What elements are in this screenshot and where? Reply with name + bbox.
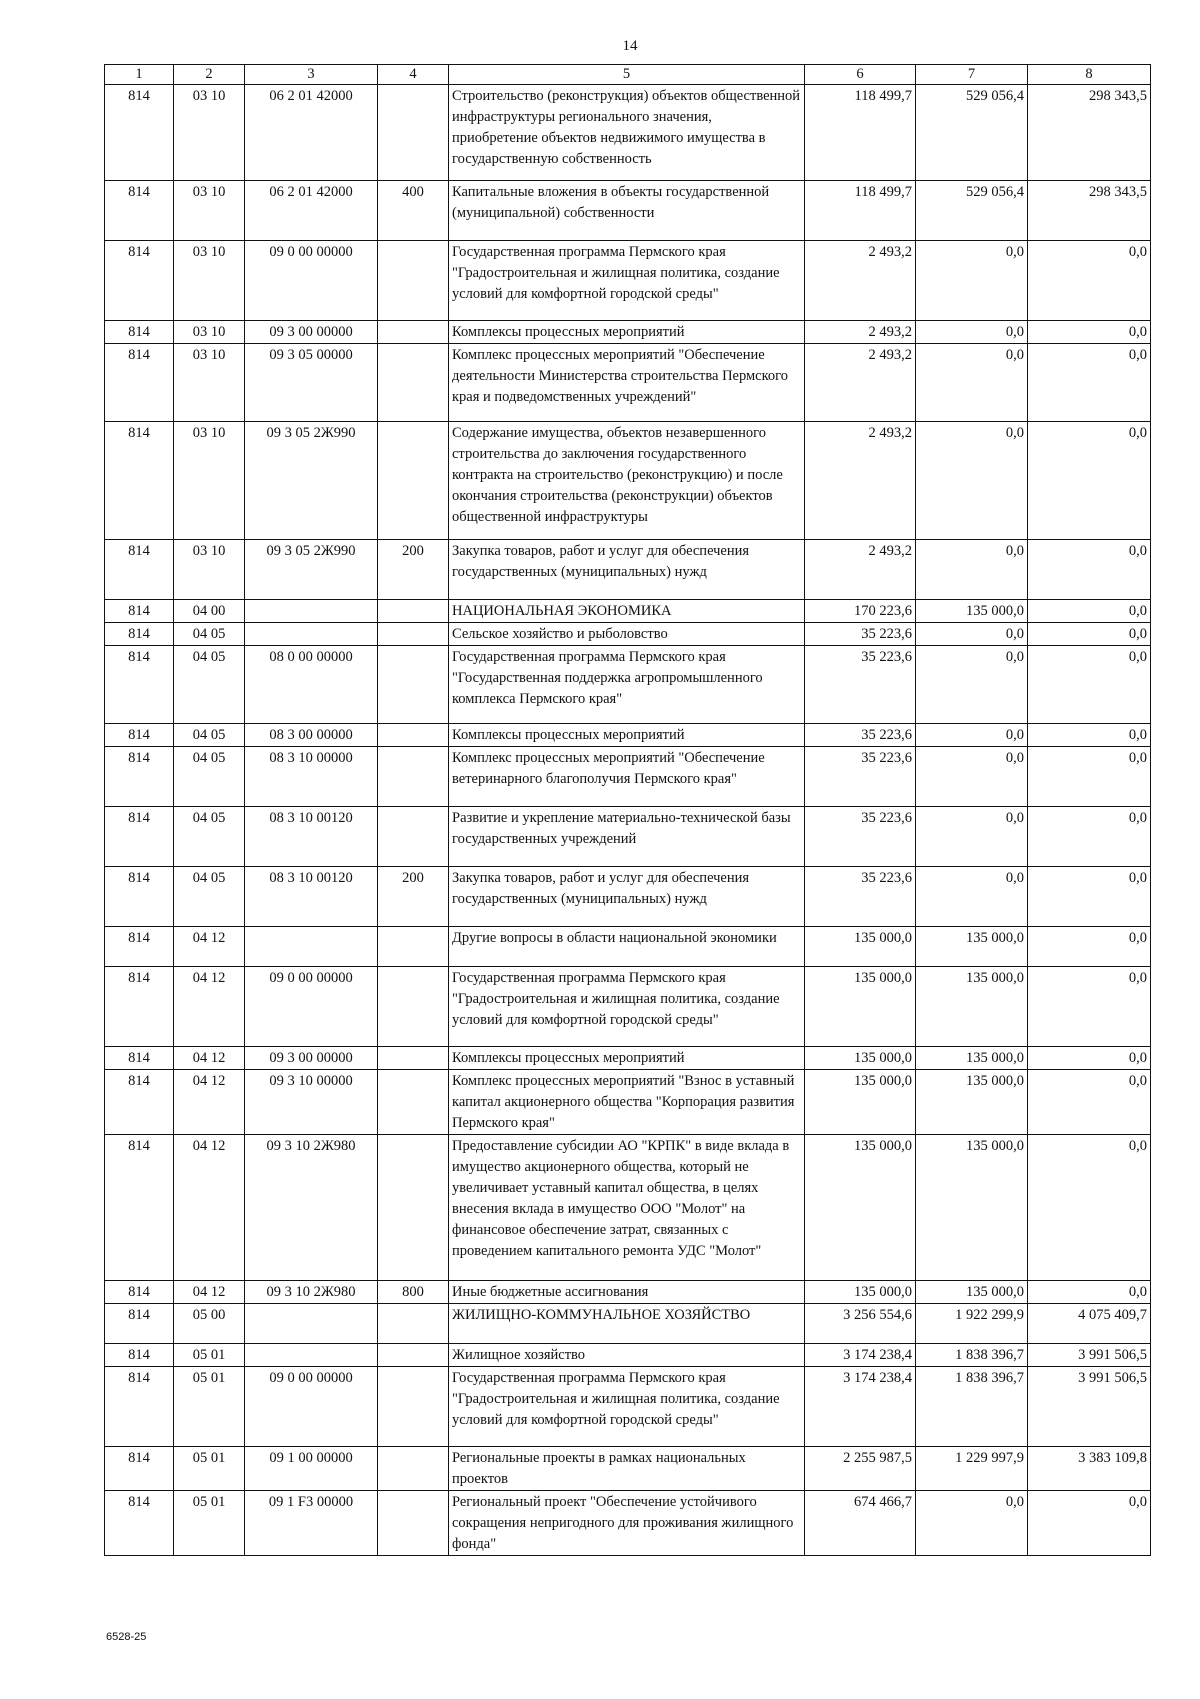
cell-name: Сельское хозяйство и рыболовство — [449, 623, 805, 646]
cell-amount-8: 0,0 — [1028, 241, 1151, 321]
table-row — [105, 867, 1151, 927]
table-row — [105, 344, 1151, 422]
cell-expense-type — [378, 85, 449, 181]
cell-target-article: 09 3 10 00000 — [245, 1070, 378, 1135]
cell-amount-7: 0,0 — [916, 867, 1028, 927]
cell-kvsr: 814 — [105, 724, 174, 747]
cell-target-article: 09 1 F3 00000 — [245, 1491, 378, 1556]
cell-target-article — [245, 927, 378, 967]
cell-amount-6: 3 174 238,4 — [805, 1344, 916, 1367]
cell-amount-7: 0,0 — [916, 747, 1028, 807]
cell-expense-type: 400 — [378, 181, 449, 241]
cell-name: Государственная программа Пермского края "Градостроительная и жилищная политика, создание условий для комфортной городской среды" — [449, 967, 805, 1047]
table-row — [105, 724, 1151, 747]
table-row — [105, 600, 1151, 623]
cell-amount-6: 35 223,6 — [805, 867, 916, 927]
cell-target-article: 09 0 00 00000 — [245, 967, 378, 1047]
column-header: 4 — [378, 65, 449, 85]
cell-kvsr: 814 — [105, 747, 174, 807]
cell-target-article: 09 3 00 00000 — [245, 1047, 378, 1070]
table-row — [105, 1281, 1151, 1304]
table-row — [105, 1367, 1151, 1447]
cell-section: 04 05 — [174, 747, 245, 807]
cell-expense-type — [378, 807, 449, 867]
table-row — [105, 1344, 1151, 1367]
cell-name: Государственная программа Пермского края "Градостроительная и жилищная политика, создание условий для комфортной городской среды" — [449, 241, 805, 321]
cell-amount-6: 118 499,7 — [805, 181, 916, 241]
cell-amount-6: 674 466,7 — [805, 1491, 916, 1556]
cell-expense-type: 200 — [378, 540, 449, 600]
cell-amount-8: 298 343,5 — [1028, 181, 1151, 241]
cell-expense-type — [378, 600, 449, 623]
cell-target-article — [245, 1304, 378, 1344]
column-header: 6 — [805, 65, 916, 85]
cell-kvsr: 814 — [105, 321, 174, 344]
cell-amount-6: 2 493,2 — [805, 241, 916, 321]
table-row — [105, 241, 1151, 321]
cell-amount-6: 2 255 987,5 — [805, 1447, 916, 1491]
cell-amount-6: 35 223,6 — [805, 623, 916, 646]
table-row — [105, 623, 1151, 646]
table-row — [105, 321, 1151, 344]
cell-name: Жилищное хозяйство — [449, 1344, 805, 1367]
cell-target-article — [245, 600, 378, 623]
table-row — [105, 181, 1151, 241]
cell-section: 04 12 — [174, 1047, 245, 1070]
cell-section: 05 01 — [174, 1447, 245, 1491]
cell-amount-7: 0,0 — [916, 724, 1028, 747]
cell-expense-type — [378, 1070, 449, 1135]
cell-amount-8: 0,0 — [1028, 967, 1151, 1047]
cell-expense-type: 200 — [378, 867, 449, 927]
cell-expense-type — [378, 724, 449, 747]
column-header: 1 — [105, 65, 174, 85]
header-row — [105, 65, 1151, 85]
cell-target-article: 09 3 05 00000 — [245, 344, 378, 422]
cell-kvsr: 814 — [105, 1135, 174, 1281]
cell-kvsr: 814 — [105, 1070, 174, 1135]
cell-name: Предоставление субсидии АО "КРПК" в виде вклада в имущество акционерного общества, который не увеличивает уставный капитал общества, в целях внесения вклада в имущество ООО "Молот" на финансовое обеспечение затрат, связанных с проведением капитального ремонта УДС "Молот" — [449, 1135, 805, 1281]
table-row — [105, 646, 1151, 724]
column-header: 3 — [245, 65, 378, 85]
cell-amount-7: 135 000,0 — [916, 600, 1028, 623]
cell-amount-8: 0,0 — [1028, 807, 1151, 867]
cell-section: 03 10 — [174, 241, 245, 321]
cell-name: Капитальные вложения в объекты государственной (муниципальной) собственности — [449, 181, 805, 241]
cell-expense-type — [378, 321, 449, 344]
cell-amount-8: 3 991 506,5 — [1028, 1367, 1151, 1447]
cell-target-article: 08 0 00 00000 — [245, 646, 378, 724]
cell-expense-type — [378, 1135, 449, 1281]
cell-section: 05 01 — [174, 1367, 245, 1447]
cell-amount-7: 135 000,0 — [916, 927, 1028, 967]
table-row — [105, 85, 1151, 181]
cell-amount-7: 0,0 — [916, 241, 1028, 321]
cell-amount-6: 35 223,6 — [805, 747, 916, 807]
cell-target-article: 09 1 00 00000 — [245, 1447, 378, 1491]
cell-kvsr: 814 — [105, 181, 174, 241]
cell-amount-7: 0,0 — [916, 540, 1028, 600]
cell-target-article: 08 3 10 00000 — [245, 747, 378, 807]
cell-amount-6: 135 000,0 — [805, 1281, 916, 1304]
cell-section: 05 00 — [174, 1304, 245, 1344]
cell-amount-8: 0,0 — [1028, 344, 1151, 422]
cell-amount-8: 0,0 — [1028, 646, 1151, 724]
cell-section: 04 12 — [174, 967, 245, 1047]
cell-name: Другие вопросы в области национальной экономики — [449, 927, 805, 967]
cell-target-article: 09 0 00 00000 — [245, 1367, 378, 1447]
cell-amount-6: 135 000,0 — [805, 967, 916, 1047]
table-row — [105, 1135, 1151, 1281]
cell-name: Региональные проекты в рамках национальных проектов — [449, 1447, 805, 1491]
cell-expense-type — [378, 623, 449, 646]
cell-kvsr: 814 — [105, 1304, 174, 1344]
cell-expense-type: 800 — [378, 1281, 449, 1304]
cell-kvsr: 814 — [105, 1447, 174, 1491]
cell-section: 04 12 — [174, 927, 245, 967]
table-row — [105, 1047, 1151, 1070]
table-row — [105, 967, 1151, 1047]
cell-section: 04 05 — [174, 807, 245, 867]
cell-target-article: 09 3 10 2Ж980 — [245, 1135, 378, 1281]
cell-kvsr: 814 — [105, 1047, 174, 1070]
column-header: 2 — [174, 65, 245, 85]
cell-target-article: 09 0 00 00000 — [245, 241, 378, 321]
cell-amount-7: 0,0 — [916, 422, 1028, 540]
cell-amount-6: 35 223,6 — [805, 646, 916, 724]
cell-amount-8: 0,0 — [1028, 1281, 1151, 1304]
cell-section: 04 00 — [174, 600, 245, 623]
cell-section: 04 05 — [174, 724, 245, 747]
cell-kvsr: 814 — [105, 646, 174, 724]
cell-amount-6: 170 223,6 — [805, 600, 916, 623]
cell-amount-8: 0,0 — [1028, 1047, 1151, 1070]
cell-name: Комплексы процессных мероприятий — [449, 724, 805, 747]
cell-name: Закупка товаров, работ и услуг для обеспечения государственных (муниципальных) нужд — [449, 540, 805, 600]
cell-kvsr: 814 — [105, 85, 174, 181]
column-header: 5 — [449, 65, 805, 85]
cell-amount-6: 35 223,6 — [805, 724, 916, 747]
cell-amount-8: 0,0 — [1028, 1491, 1151, 1556]
cell-expense-type — [378, 422, 449, 540]
cell-kvsr: 814 — [105, 540, 174, 600]
cell-amount-8: 0,0 — [1028, 600, 1151, 623]
cell-section: 04 05 — [174, 867, 245, 927]
cell-amount-7: 0,0 — [916, 344, 1028, 422]
cell-amount-8: 0,0 — [1028, 623, 1151, 646]
cell-amount-6: 135 000,0 — [805, 1070, 916, 1135]
cell-name: Комплекс процессных мероприятий "Взнос в уставный капитал акционерного общества "Корпорация развития Пермского края" — [449, 1070, 805, 1135]
cell-amount-6: 135 000,0 — [805, 1047, 916, 1070]
table-row — [105, 1491, 1151, 1556]
cell-amount-6: 135 000,0 — [805, 1135, 916, 1281]
cell-kvsr: 814 — [105, 241, 174, 321]
cell-amount-8: 298 343,5 — [1028, 85, 1151, 181]
cell-amount-8: 0,0 — [1028, 422, 1151, 540]
cell-expense-type — [378, 967, 449, 1047]
cell-section: 03 10 — [174, 85, 245, 181]
cell-amount-7: 1 838 396,7 — [916, 1344, 1028, 1367]
cell-target-article: 09 3 05 2Ж990 — [245, 422, 378, 540]
cell-target-article — [245, 1344, 378, 1367]
cell-section: 04 12 — [174, 1281, 245, 1304]
cell-section: 04 05 — [174, 646, 245, 724]
column-header: 7 — [916, 65, 1028, 85]
cell-name: Комплекс процессных мероприятий "Обеспечение деятельности Министерства строительства Пермского края и подведомственных учреждений" — [449, 344, 805, 422]
cell-target-article: 09 3 10 2Ж980 — [245, 1281, 378, 1304]
cell-amount-7: 0,0 — [916, 321, 1028, 344]
cell-kvsr: 814 — [105, 600, 174, 623]
cell-amount-7: 529 056,4 — [916, 85, 1028, 181]
cell-target-article: 08 3 10 00120 — [245, 807, 378, 867]
cell-amount-7: 135 000,0 — [916, 1047, 1028, 1070]
cell-name: ЖИЛИЩНО-КОММУНАЛЬНОЕ ХОЗЯЙСТВО — [449, 1304, 805, 1344]
cell-amount-8: 4 075 409,7 — [1028, 1304, 1151, 1344]
table-row — [105, 1070, 1151, 1135]
cell-kvsr: 814 — [105, 1344, 174, 1367]
cell-kvsr: 814 — [105, 1281, 174, 1304]
cell-section: 04 05 — [174, 623, 245, 646]
cell-section: 04 12 — [174, 1135, 245, 1281]
cell-expense-type — [378, 1447, 449, 1491]
cell-expense-type — [378, 1047, 449, 1070]
cell-amount-7: 0,0 — [916, 1491, 1028, 1556]
cell-name: Региональный проект "Обеспечение устойчивого сокращения непригодного для проживания жилищного фонда" — [449, 1491, 805, 1556]
document-code: 6528-25 — [106, 1631, 147, 1643]
cell-target-article: 08 3 00 00000 — [245, 724, 378, 747]
cell-expense-type — [378, 344, 449, 422]
cell-name: Закупка товаров, работ и услуг для обеспечения государственных (муниципальных) нужд — [449, 867, 805, 927]
cell-expense-type — [378, 646, 449, 724]
cell-name: Комплекс процессных мероприятий "Обеспечение ветеринарного благополучия Пермского края" — [449, 747, 805, 807]
cell-kvsr: 814 — [105, 967, 174, 1047]
cell-kvsr: 814 — [105, 807, 174, 867]
cell-section: 03 10 — [174, 321, 245, 344]
cell-amount-6: 2 493,2 — [805, 344, 916, 422]
cell-amount-7: 0,0 — [916, 623, 1028, 646]
cell-target-article: 09 3 05 2Ж990 — [245, 540, 378, 600]
cell-name: Иные бюджетные ассигнования — [449, 1281, 805, 1304]
cell-expense-type — [378, 1367, 449, 1447]
cell-expense-type — [378, 747, 449, 807]
page-number: 14 — [622, 38, 638, 54]
table-row — [105, 807, 1151, 867]
cell-amount-8: 0,0 — [1028, 540, 1151, 600]
cell-target-article: 06 2 01 42000 — [245, 181, 378, 241]
cell-kvsr: 814 — [105, 867, 174, 927]
cell-amount-7: 135 000,0 — [916, 1070, 1028, 1135]
cell-amount-8: 3 991 506,5 — [1028, 1344, 1151, 1367]
cell-expense-type — [378, 241, 449, 321]
table-row — [105, 1304, 1151, 1344]
cell-amount-7: 135 000,0 — [916, 1135, 1028, 1281]
cell-amount-7: 135 000,0 — [916, 967, 1028, 1047]
cell-target-article: 06 2 01 42000 — [245, 85, 378, 181]
cell-amount-8: 0,0 — [1028, 1135, 1151, 1281]
cell-expense-type — [378, 1491, 449, 1556]
cell-kvsr: 814 — [105, 927, 174, 967]
cell-amount-6: 35 223,6 — [805, 807, 916, 867]
cell-amount-8: 0,0 — [1028, 927, 1151, 967]
cell-target-article — [245, 623, 378, 646]
cell-amount-7: 0,0 — [916, 807, 1028, 867]
cell-section: 03 10 — [174, 422, 245, 540]
cell-kvsr: 814 — [105, 344, 174, 422]
cell-name: Комплексы процессных мероприятий — [449, 321, 805, 344]
budget-table — [104, 64, 1151, 1556]
cell-section: 04 12 — [174, 1070, 245, 1135]
cell-expense-type — [378, 1304, 449, 1344]
cell-name: Содержание имущества, объектов незавершенного строительства до заключения государственного контракта на строительство (реконструкцию) и после окончания строительства (реконструкции) объектов общественной инфраструктуры — [449, 422, 805, 540]
cell-name: Комплексы процессных мероприятий — [449, 1047, 805, 1070]
cell-section: 05 01 — [174, 1344, 245, 1367]
cell-kvsr: 814 — [105, 623, 174, 646]
cell-kvsr: 814 — [105, 1491, 174, 1556]
cell-amount-7: 1 229 997,9 — [916, 1447, 1028, 1491]
cell-amount-8: 0,0 — [1028, 867, 1151, 927]
cell-amount-6: 135 000,0 — [805, 927, 916, 967]
table-row — [105, 1447, 1151, 1491]
cell-name: НАЦИОНАЛЬНАЯ ЭКОНОМИКА — [449, 600, 805, 623]
cell-amount-8: 0,0 — [1028, 1070, 1151, 1135]
cell-amount-8: 0,0 — [1028, 747, 1151, 807]
cell-amount-6: 2 493,2 — [805, 540, 916, 600]
column-header: 8 — [1028, 65, 1151, 85]
cell-kvsr: 814 — [105, 1367, 174, 1447]
cell-amount-6: 118 499,7 — [805, 85, 916, 181]
cell-name: Строительство (реконструкция) объектов общественной инфраструктуры регионального значения, приобретение объектов недвижимого имущества в государственную собственность — [449, 85, 805, 181]
cell-section: 03 10 — [174, 540, 245, 600]
cell-amount-8: 0,0 — [1028, 724, 1151, 747]
cell-amount-7: 0,0 — [916, 646, 1028, 724]
cell-name: Государственная программа Пермского края "Государственная поддержка агропромышленного комплекса Пермского края" — [449, 646, 805, 724]
table-row — [105, 927, 1151, 967]
cell-expense-type — [378, 927, 449, 967]
cell-kvsr: 814 — [105, 422, 174, 540]
cell-section: 03 10 — [174, 181, 245, 241]
cell-name: Развитие и укрепление материально-технической базы государственных учреждений — [449, 807, 805, 867]
cell-amount-7: 1 838 396,7 — [916, 1367, 1028, 1447]
cell-section: 05 01 — [174, 1491, 245, 1556]
table-row — [105, 540, 1151, 600]
cell-amount-8: 0,0 — [1028, 321, 1151, 344]
cell-amount-7: 1 922 299,9 — [916, 1304, 1028, 1344]
cell-target-article: 08 3 10 00120 — [245, 867, 378, 927]
cell-name: Государственная программа Пермского края "Градостроительная и жилищная политика, создание условий для комфортной городской среды" — [449, 1367, 805, 1447]
table-row — [105, 747, 1151, 807]
cell-amount-6: 3 174 238,4 — [805, 1367, 916, 1447]
cell-expense-type — [378, 1344, 449, 1367]
cell-section: 03 10 — [174, 344, 245, 422]
table-body — [105, 85, 1151, 1556]
cell-amount-6: 3 256 554,6 — [805, 1304, 916, 1344]
cell-amount-7: 529 056,4 — [916, 181, 1028, 241]
cell-amount-8: 3 383 109,8 — [1028, 1447, 1151, 1491]
cell-target-article: 09 3 00 00000 — [245, 321, 378, 344]
cell-amount-6: 2 493,2 — [805, 422, 916, 540]
cell-amount-7: 135 000,0 — [916, 1281, 1028, 1304]
cell-amount-6: 2 493,2 — [805, 321, 916, 344]
table-row — [105, 422, 1151, 540]
